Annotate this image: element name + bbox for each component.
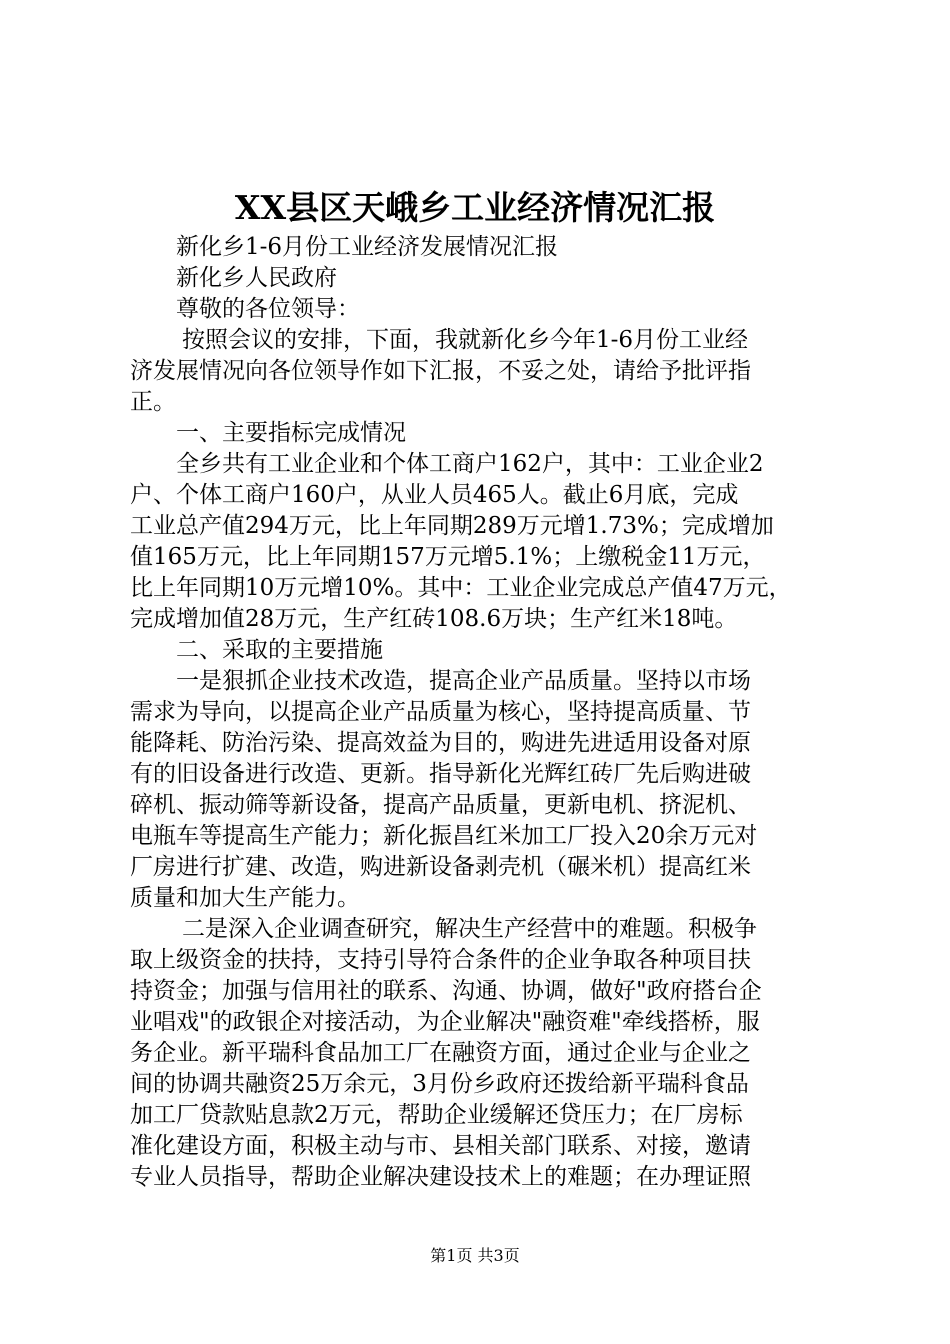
body-line: 加工厂贷款贴息款2万元，帮助企业缓解还贷压力；在厂房标 — [130, 1102, 743, 1128]
body-line: 新化乡人民政府 — [176, 265, 337, 291]
body-line: 准化建设方面，积极主动与市、县相关部门联系、对接，邀请 — [130, 1133, 751, 1159]
document-body — [130, 232, 830, 1193]
body-line: 业唱戏"的政银企对接活动，为企业解决"融资难"牵线搭桥，服 — [130, 1009, 760, 1035]
section-heading: 一、主要指标完成情况 — [176, 420, 406, 446]
body-line: 全乡共有工业企业和个体工商户162户，其中：工业企业2 — [176, 451, 764, 477]
body-line: 专业人员指导，帮助企业解决建设技术上的难题；在办理证照 — [130, 1164, 751, 1190]
body-line: 务企业。新平瑞科食品加工厂在融资方面，通过企业与企业之 — [130, 1040, 751, 1066]
body-line: 比上年同期10万元增10%。其中：工业企业完成总产值47万元， — [130, 575, 792, 601]
body-line: 能降耗、防治污染、提高效益为目的，购进先进适用设备对原 — [130, 730, 751, 756]
body-line: 有的旧设备进行改造、更新。指导新化光辉红砖厂先后购进破 — [130, 761, 751, 787]
body-line: 一是狠抓企业技术改造，提高企业产品质量。坚持以市场 — [176, 668, 751, 694]
body-line: 新化乡1-6月份工业经济发展情况汇报 — [176, 234, 559, 260]
body-line: 间的协调共融资25万余元，3月份乡政府还拨给新平瑞科食品 — [130, 1071, 749, 1097]
body-line: 需求为导向，以提高企业产品质量为核心，坚持提高质量、节 — [130, 699, 751, 725]
body-line: 工业总产值294万元，比上年同期289万元增1.73%；完成增加 — [130, 513, 774, 539]
section-heading: 二、采取的主要措施 — [176, 637, 383, 663]
page-number-footer: 第1页 共3页 — [430, 1246, 520, 1265]
body-line: 济发展情况向各位领导作如下汇报，不妥之处，请给予批评指 — [130, 358, 751, 384]
body-line: 质量和加大生产能力。 — [130, 885, 360, 911]
body-line: 碎机、振动筛等新设备，提高产品质量，更新电机、挤泥机、 — [130, 792, 751, 818]
document-title: XX县区天峨乡工业经济情况汇报 — [234, 188, 716, 227]
body-line: 二是深入企业调查研究，解决生产经营中的难题。积极争 — [182, 916, 757, 942]
body-line: 取上级资金的扶持，支持引导符合条件的企业争取各种项目扶 — [130, 947, 751, 973]
body-line: 完成增加值28万元，生产红砖108.6万块；生产红米18吨。 — [130, 606, 738, 632]
body-line: 户、个体工商户160户，从业人员465人。截止6月底，完成 — [130, 482, 739, 508]
body-line: 电瓶车等提高生产能力；新化振昌红米加工厂投入20余万元对 — [130, 823, 758, 849]
body-line: 按照会议的安排，下面，我就新化乡今年1-6月份工业经 — [182, 327, 749, 353]
body-line: 持资金；加强与信用社的联系、沟通、协调，做好"政府搭台企 — [130, 978, 762, 1004]
body-line: 厂房进行扩建、改造，购进新设备剥壳机（碾米机）提高红米 — [130, 854, 751, 880]
body-line: 正。 — [130, 389, 176, 415]
body-line: 值165万元，比上年同期157万元增5.1%；上缴税金11万元， — [130, 544, 766, 570]
body-line: 尊敬的各位领导： — [176, 296, 360, 322]
